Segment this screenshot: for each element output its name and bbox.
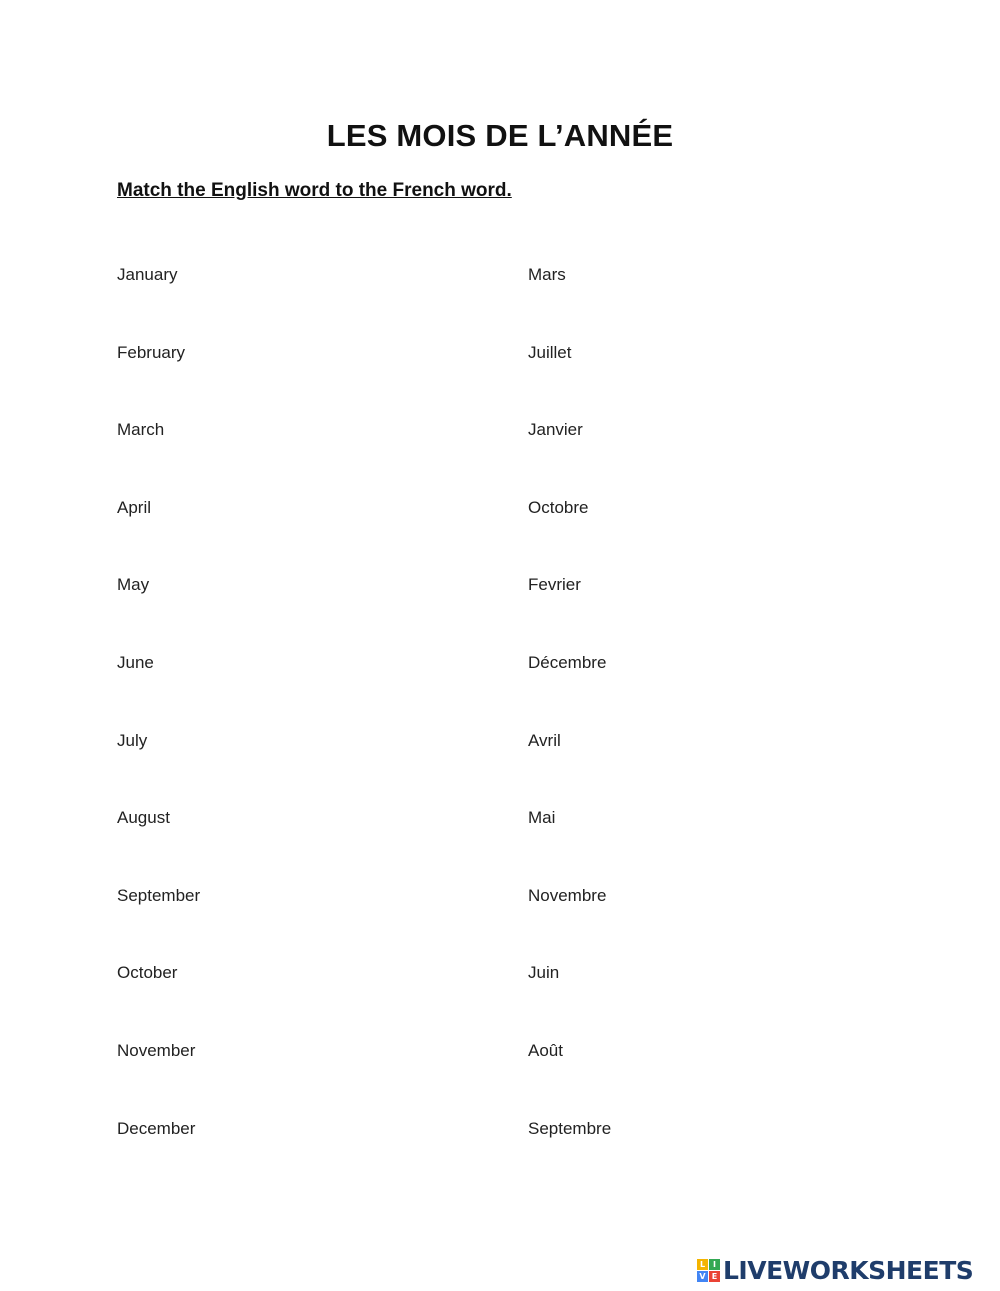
logo-icon	[697, 1259, 720, 1282]
french-word: Août	[528, 1040, 563, 1060]
french-word: Juillet	[528, 342, 572, 362]
english-word: November	[117, 1040, 196, 1060]
english-word-list	[117, 264, 200, 1195]
french-word: Décembre	[528, 652, 607, 672]
french-word-list	[528, 264, 611, 1195]
french-word: Avril	[528, 730, 561, 750]
liveworksheets-logo	[697, 1255, 973, 1285]
english-word: May	[117, 575, 150, 595]
french-word: Janvier	[528, 420, 583, 440]
french-word: Juin	[528, 963, 560, 983]
french-word: Fevrier	[528, 575, 581, 595]
english-word: June	[117, 652, 154, 672]
instruction-text: Match the English word to the French word.	[117, 180, 512, 201]
english-word: February	[117, 342, 186, 362]
logo-letter-tile: V	[697, 1271, 708, 1282]
english-word: September	[117, 885, 201, 905]
logo-text: LIVEWORKSHEETS	[723, 1255, 974, 1285]
french-word: Septembre	[528, 1118, 612, 1138]
logo-letter-tile: I	[709, 1259, 720, 1270]
english-word: March	[117, 420, 165, 440]
french-word: Mai	[528, 808, 556, 828]
french-word: Mars	[528, 265, 566, 284]
english-word: July	[117, 730, 148, 750]
english-word: December	[117, 1118, 196, 1138]
french-word: Octobre	[528, 497, 589, 517]
english-word: October	[117, 963, 178, 983]
english-word: August	[117, 808, 170, 828]
logo-letter-tile: L	[697, 1259, 708, 1270]
logo-letter-tile: E	[709, 1271, 720, 1282]
page-title: LES MOIS DE L’ANNÉE	[326, 118, 674, 153]
english-word: April	[117, 497, 152, 517]
french-word: Novembre	[528, 885, 607, 905]
english-word: January	[117, 265, 178, 284]
